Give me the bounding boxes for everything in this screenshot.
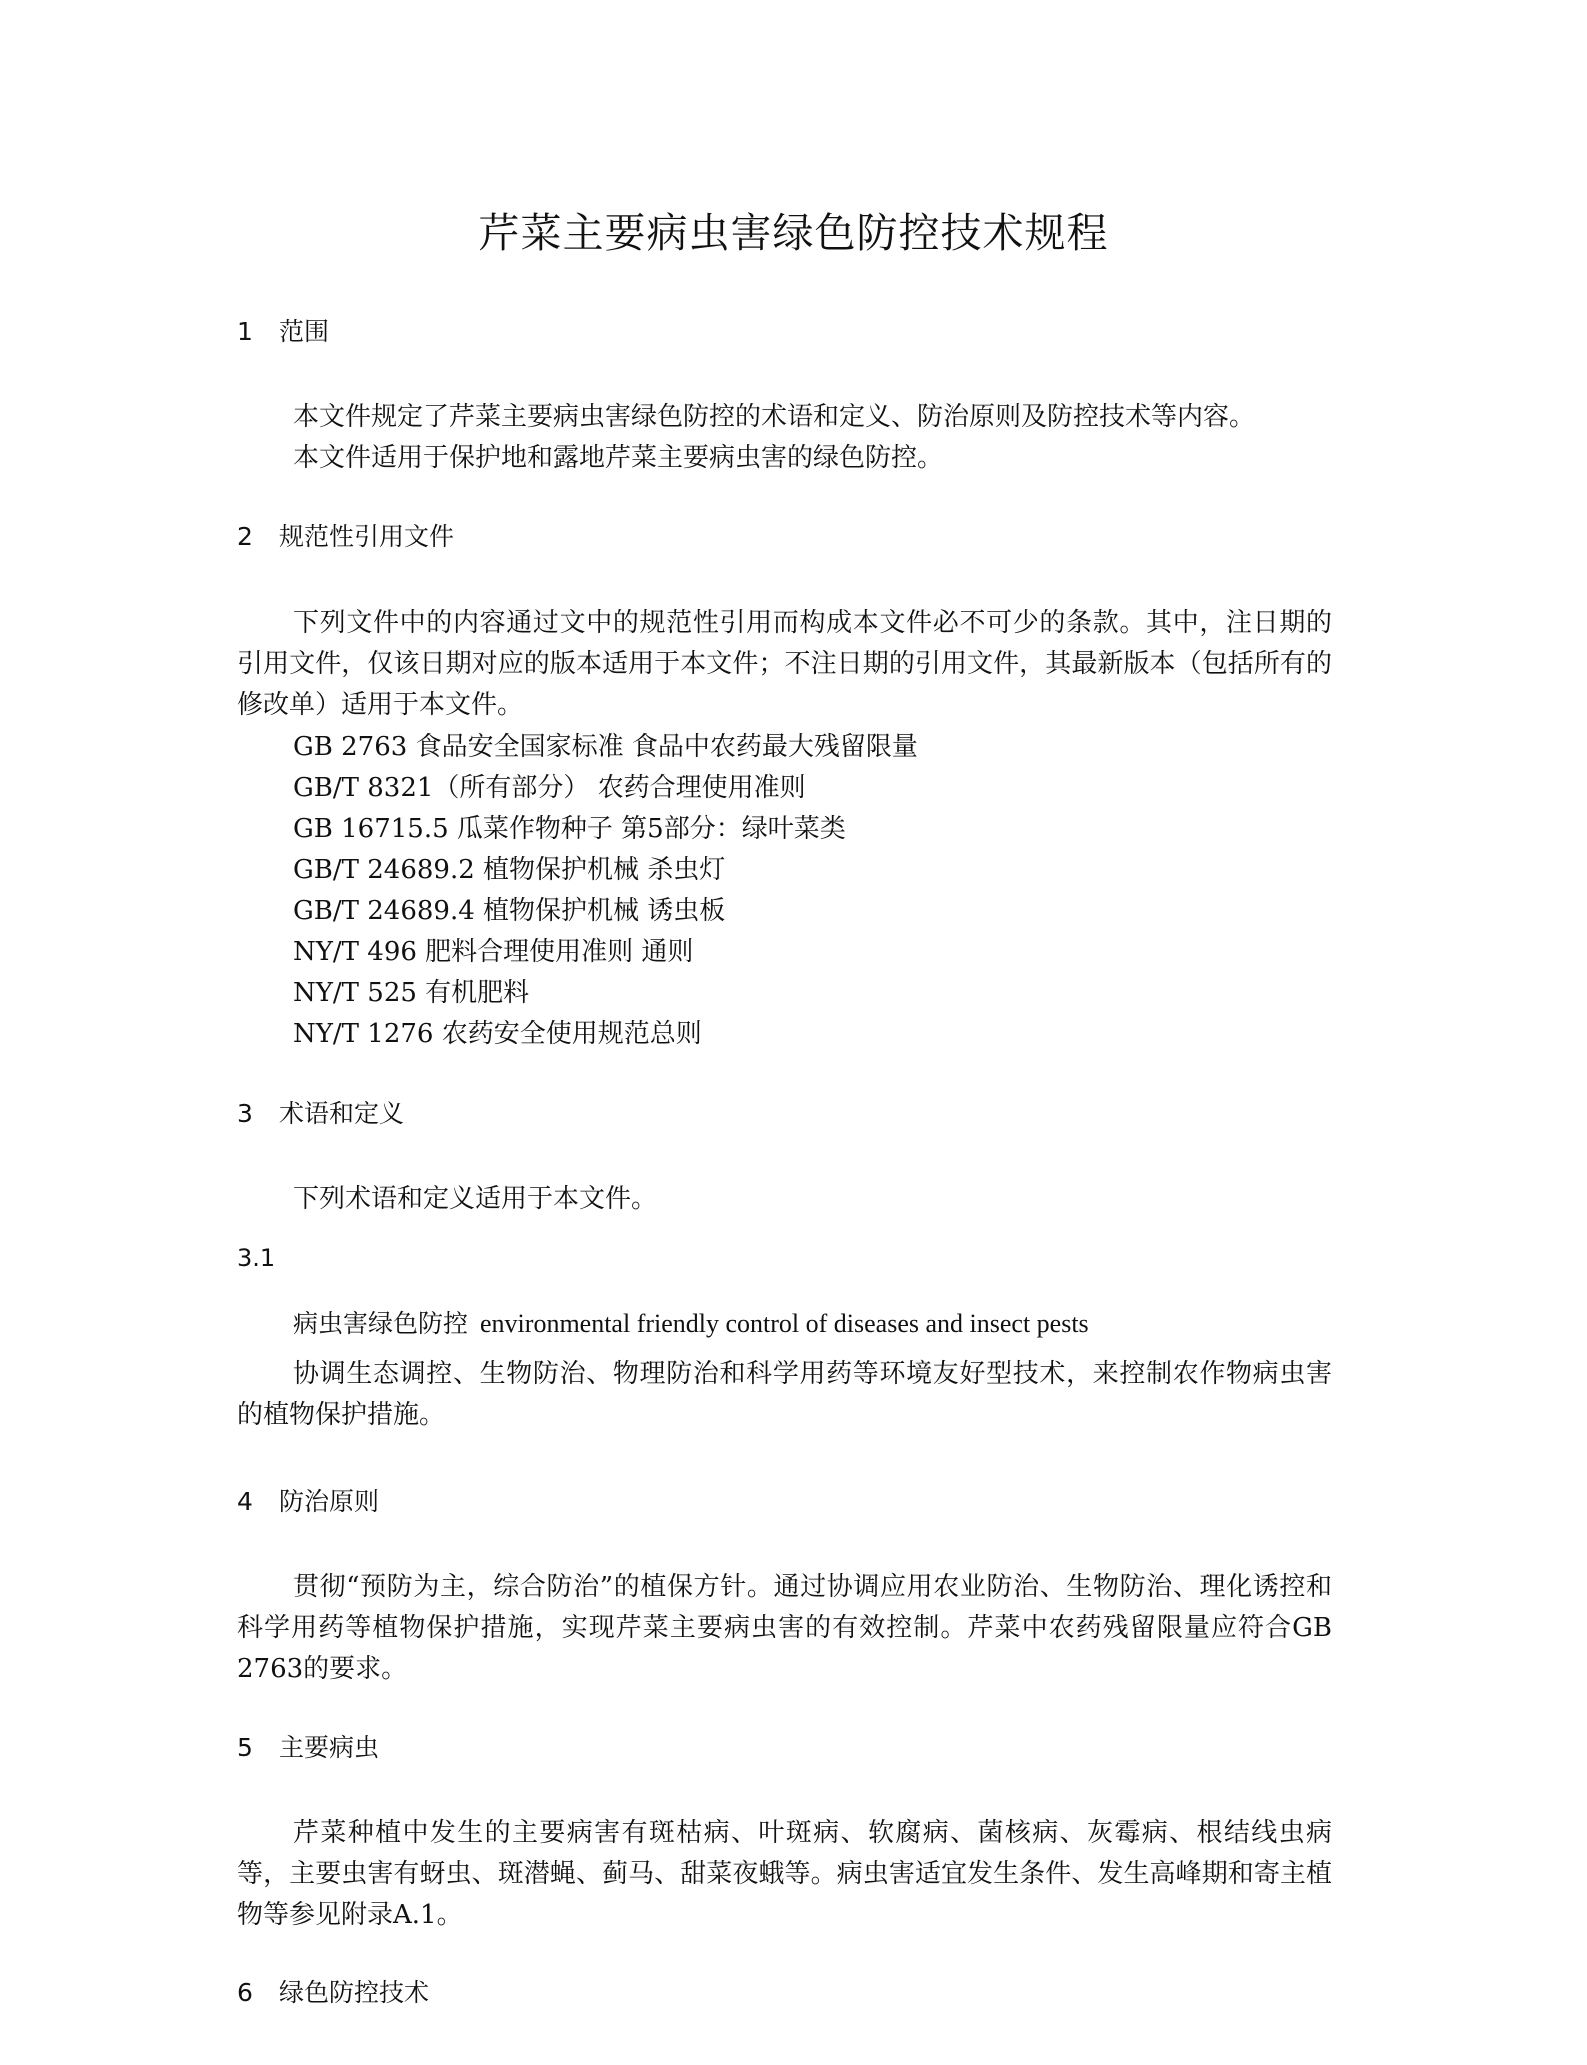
reference-item: GB 16715.5 瓜菜作物种子 第5部分：绿叶菜类 xyxy=(293,814,846,844)
section-title: 规范性引用文件 xyxy=(279,522,455,551)
reference-item: NY/T 496 肥料合理使用准则 通则 xyxy=(293,937,694,967)
reference-item: GB/T 8321（所有部分） 农药合理使用准则 xyxy=(293,773,806,803)
section-heading-control xyxy=(237,1975,429,2011)
section-number: 1 xyxy=(237,317,253,346)
term-english: environmental friendly control of diseases and insect pests xyxy=(480,1309,1089,1338)
reference-item: NY/T 1276 农药安全使用规范总则 xyxy=(293,1019,702,1049)
section-heading-terms xyxy=(237,1096,404,1132)
section-heading-pests xyxy=(237,1730,379,1766)
section-heading-principle xyxy=(237,1484,379,1520)
section-number: 4 xyxy=(237,1487,253,1516)
term-entry xyxy=(293,1303,1089,1345)
term-definition: 协调生态调控、生物防治、物理防治和科学用药等环境友好型技术，来控制农作物病虫害的植物保护措施。 xyxy=(237,1359,1332,1430)
section-heading-references xyxy=(237,519,454,555)
scope-paragraph-2: 本文件适用于保护地和露地芹菜主要病虫害的绿色防控。 xyxy=(293,443,944,473)
section-title: 范围 xyxy=(279,317,330,346)
section-title: 防治原则 xyxy=(279,1487,380,1516)
section-title: 绿色防控技术 xyxy=(279,1978,430,2007)
principle-paragraph: 贯彻“预防为主，综合防治”的植保方针。通过协调应用农业防治、生物防治、理化诱控和科学用药等植物保护措施，实现芹菜主要病虫害的有效控制。芹菜中农药残留限量应符合GB 2763的要求。 xyxy=(237,1572,1332,1684)
section-number: 3 xyxy=(237,1099,253,1128)
terms-intro: 下列术语和定义适用于本文件。 xyxy=(293,1184,658,1214)
scope-paragraph-1: 本文件规定了芹菜主要病虫害绿色防控的术语和定义、防治原则及防控技术等内容。 xyxy=(293,402,1256,432)
pests-paragraph: 芹菜种植中发生的主要病害有斑枯病、叶斑病、软腐病、菌核病、灰霉病、根结线虫病等，主要虫害有蚜虫、斑潜蝇、蓟马、甜菜夜蛾等。病虫害适宜发生条件、发生高峰期和寄主植物等参见附录A.1。 xyxy=(237,1818,1332,1930)
section-heading-scope xyxy=(237,314,329,350)
clause-number: 3.1 xyxy=(237,1244,276,1272)
section-number: 5 xyxy=(237,1733,253,1762)
section-number: 6 xyxy=(237,1978,253,2007)
references-intro: 下列文件中的内容通过文中的规范性引用而构成本文件必不可少的条款。其中，注日期的引用文件，仅该日期对应的版本适用于本文件；不注日期的引用文件，其最新版本（包括所有的修改单）适用于本文件。 xyxy=(237,608,1332,720)
section-number: 2 xyxy=(237,522,253,551)
term-chinese: 病虫害绿色防控 xyxy=(293,1309,469,1338)
reference-item: GB/T 24689.2 植物保护机械 杀虫灯 xyxy=(293,855,726,885)
document-title: 芹菜主要病虫害绿色防控技术规程 xyxy=(478,209,1109,257)
reference-item: GB 2763 食品安全国家标准 食品中农药最大残留限量 xyxy=(293,732,918,762)
section-title: 主要病虫 xyxy=(279,1733,380,1762)
reference-item: GB/T 24689.4 植物保护机械 诱虫板 xyxy=(293,896,726,926)
section-title: 术语和定义 xyxy=(279,1099,405,1128)
reference-item: NY/T 525 有机肥料 xyxy=(293,978,530,1008)
